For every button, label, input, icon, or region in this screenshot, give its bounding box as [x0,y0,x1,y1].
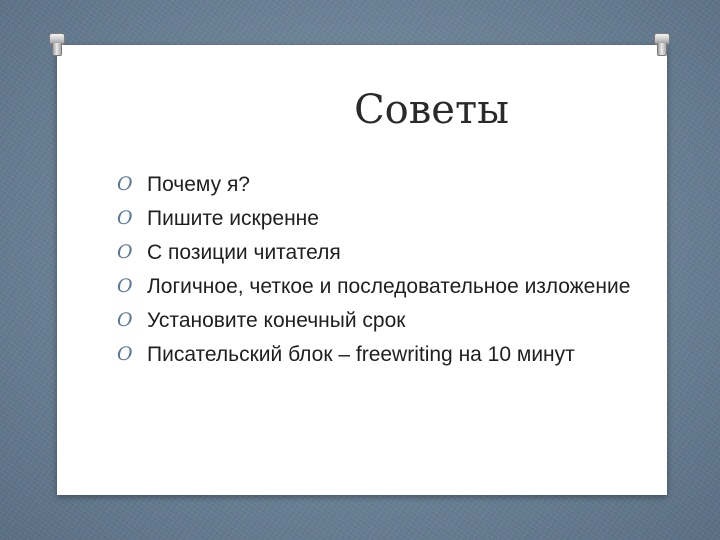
bullet-text: Установите конечный срок [147,309,406,332]
pushpin-shaft [657,43,667,56]
bullet-text: С позиции читателя [147,241,341,264]
bullet-item [117,272,647,301]
pushpin-shaft [52,43,62,56]
bullet-item [117,170,647,199]
bullet-list [117,170,647,374]
bullet-o-icon: O [117,275,133,297]
slide-title: Советы [354,87,509,133]
pushpin-icon [654,33,670,57]
bullet-text: Почему я? [147,173,250,196]
bullet-item [117,204,647,233]
bullet-item [117,306,647,335]
bullet-o-icon: O [117,241,133,263]
bullet-o-icon: O [117,173,133,195]
bullet-o-icon: O [117,207,133,229]
bullet-text: Писательский блок – freewriting на 10 минут [147,343,575,366]
bullet-text: Логичное, четкое и последовательное изложение [147,275,631,298]
bullet-item [117,340,647,369]
bullet-text: Пишите искренне [147,207,319,230]
bullet-o-icon: O [117,309,133,331]
bullet-o-icon: O [117,343,133,365]
bullet-item [117,238,647,267]
slide-title-container [0,86,720,134]
pushpin-icon [49,33,65,57]
